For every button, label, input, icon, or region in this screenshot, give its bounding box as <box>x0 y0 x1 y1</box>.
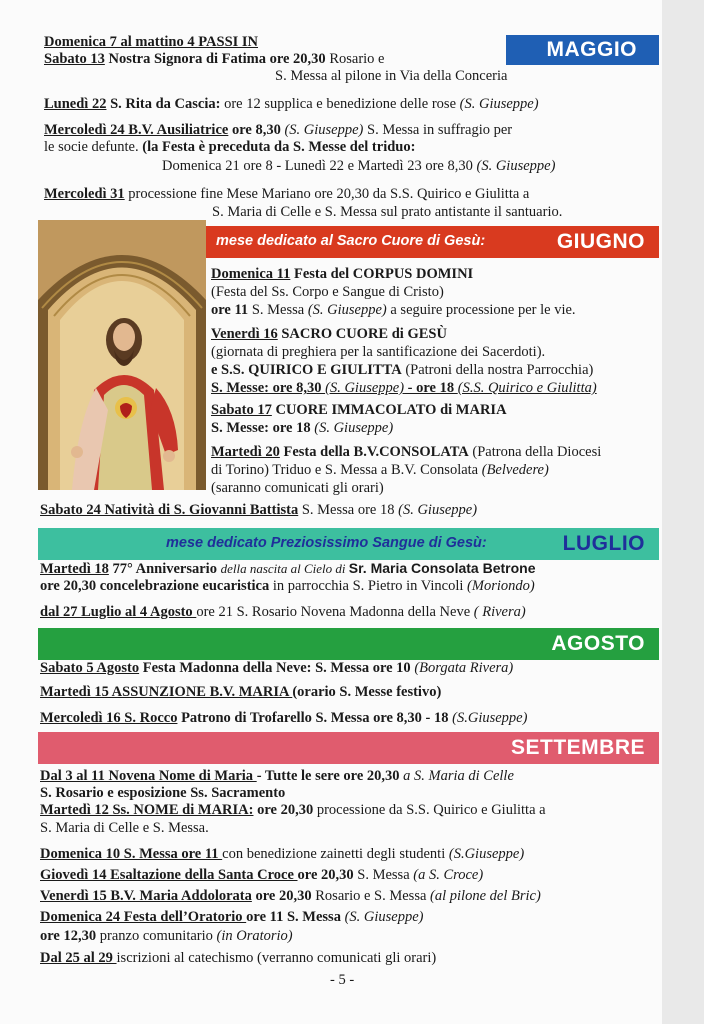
settembre-l6-c: S. Messa <box>353 867 414 883</box>
giugno-l11-b: (Belvedere) <box>481 462 549 478</box>
settembre-l7-a: Venerdì 15 B.V. Maria Addolorata <box>40 888 252 904</box>
agosto-l3-b: Patrono di Trofarello S. Messa ore 8,30 - 18 <box>177 710 453 726</box>
agosto-banner <box>38 628 659 660</box>
settembre-l7-c: Rosario e S. Messa <box>311 888 431 904</box>
giugno-l5-a: (giornata di preghiera per la santificazione dei Sacerdoti). <box>211 344 546 360</box>
maggio-l5-c: (S. Giuseppe) <box>284 122 364 138</box>
settembre-l5-a: Domenica 10 S. Messa ore 11 <box>40 846 223 862</box>
luglio-l2-c: (Moriondo) <box>467 578 535 594</box>
maggio-line-1 <box>44 34 258 51</box>
giugno-line-4 <box>211 326 447 343</box>
settembre-line-9 <box>40 928 293 945</box>
maggio-l6-b: (la Festa è preceduta da S. Messe del triduo: <box>142 139 416 155</box>
settembre-l1-c: a S. Maria di Celle <box>403 768 514 784</box>
giugno-l3-b: S. Messa <box>248 302 308 318</box>
settembre-line-3 <box>40 802 546 819</box>
page-number: - 5 - <box>330 972 355 988</box>
maggio-line-2 <box>44 51 384 68</box>
agosto-l1-a: Sabato 5 Agosto <box>40 660 140 676</box>
maggio-l2-b: Nostra Signora di Fatima ore 20,30 <box>104 51 326 67</box>
settembre-l8-a: Domenica 24 Festa dell’Oratorio <box>40 909 247 925</box>
luglio-line-2 <box>40 578 535 595</box>
giugno-l10-b: Festa della B.V.CONSOLATA <box>279 444 469 460</box>
settembre-l5-b: con benedizione zainetti degli studenti <box>222 846 449 862</box>
giugno-l6-a: e S.S. QUIRICO E GIULITTA <box>211 362 402 378</box>
maggio-l9-a: S. Maria di Celle e S. Messa sul prato antistante il santuario. <box>212 204 563 220</box>
giugno-line-3 <box>211 302 576 319</box>
maggio-l5-b: ore 8,30 <box>228 122 285 138</box>
settembre-l9-b: pranzo comunitario <box>96 928 217 944</box>
settembre-line-1 <box>40 768 514 785</box>
giugno-line-1 <box>211 266 473 283</box>
agosto-l1-b: Festa Madonna della Neve: S. Messa ore 10 <box>139 660 415 676</box>
giugno-line-9 <box>211 420 393 437</box>
luglio-l2-b: in parrocchia S. Pietro in Vincoli <box>269 578 468 594</box>
settembre-l3-b: ore 20,30 <box>253 802 314 818</box>
maggio-l8-a: Mercoledì 31 <box>44 186 125 202</box>
settembre-l1-a: Dal 3 al 11 Novena Nome di Maria <box>40 768 257 784</box>
agosto-line-1 <box>40 660 513 677</box>
luglio-l1-d: Sr. Maria Consolata Betrone <box>348 560 536 576</box>
maggio-l6-a: le socie defunte. <box>44 139 143 155</box>
giugno-l2-a: (Festa del Ss. Corpo e Sangue di Cristo) <box>211 284 444 300</box>
settembre-line-6 <box>40 867 483 884</box>
maggio-line-6 <box>44 139 415 156</box>
luglio-l2-a: ore 20,30 concelebrazione eucaristica <box>40 578 270 594</box>
giugno-line-6 <box>211 362 593 379</box>
maggio-line-5 <box>44 122 512 139</box>
page-edge <box>662 0 704 1024</box>
luglio-label: LUGLIO <box>562 532 645 555</box>
settembre-l4-a: S. Maria di Celle e S. Messa. <box>40 820 209 836</box>
settembre-line-7 <box>40 888 541 905</box>
agosto-label: AGOSTO <box>551 632 645 655</box>
maggio-line-7 <box>162 158 555 175</box>
agosto-l3-a: Mercoledì 16 S. Rocco <box>40 710 178 726</box>
maggio-label: MAGGIO <box>546 38 637 61</box>
giugno-l3-d: a seguire processione per le vie. <box>386 302 576 318</box>
maggio-l2-a: Sabato 13 <box>44 51 105 67</box>
giugno-l10-a: Martedì 20 <box>211 444 280 460</box>
giugno-line-10 <box>211 444 601 461</box>
settembre-l10-a: Dal 25 al 29 <box>40 950 117 966</box>
giugno-dedication: mese dedicato al Sacro Cuore di Gesù: <box>216 233 486 249</box>
agosto-l3-c: (S.Giuseppe) <box>452 710 528 726</box>
giugno-l7-a: S. Messe: ore 8,30 <box>211 380 326 396</box>
giugno-l7-c: - ore 18 <box>404 380 458 396</box>
agosto-l2-b: (orario S. Messe festivo) <box>292 684 442 700</box>
luglio-line-1 <box>40 560 536 578</box>
luglio-l1-c: della nascita al Cielo di <box>220 561 349 576</box>
luglio-l1-a: Martedì 18 <box>40 561 109 577</box>
giugno-line-12 <box>211 480 384 497</box>
settembre-label: SETTEMBRE <box>510 736 645 759</box>
giugno-l3-a: ore 11 <box>211 302 249 318</box>
giugno-l1-a: Domenica 11 <box>211 266 291 282</box>
maggio-l7-a: Domenica 21 ore 8 - Lunedì 22 e Martedì 23 ore 8,30 <box>162 158 477 174</box>
giugno-l11-a: di Torino) Triduo e S. Messa a B.V. Consolata <box>211 462 482 478</box>
maggio-l4-a: Lunedì 22 <box>44 96 107 112</box>
settembre-l1-b: - Tutte le sere ore 20,30 <box>256 768 404 784</box>
giugno-l9-a: S. Messe: ore 18 <box>211 420 315 436</box>
luglio-banner <box>38 528 659 560</box>
giugno-line-13 <box>40 502 477 519</box>
maggio-l8-b: processione fine Mese Mariano ore 20,30 da S.S. Quirico e Giulitta a <box>124 186 530 202</box>
settembre-l10-b: iscrizioni al catechismo (verranno comunicati gli orari) <box>116 950 437 966</box>
maggio-banner <box>506 35 659 65</box>
giugno-l8-b: CUORE IMMACOLATO di MARIA <box>271 402 507 418</box>
settembre-l7-d: (al pilone del Bric) <box>430 888 541 904</box>
giugno-l10-c: (Patrona della Diocesi <box>468 444 602 460</box>
giugno-banner <box>206 226 659 258</box>
settembre-l8-b: ore 11 S. Messa <box>246 909 345 925</box>
settembre-line-10 <box>40 950 436 967</box>
maggio-l7-b: (S. Giuseppe) <box>476 158 556 174</box>
settembre-banner <box>38 732 659 764</box>
settembre-l6-d: (a S. Croce) <box>413 867 484 883</box>
giugno-l13-a: Sabato 24 Natività di S. Giovanni Battista <box>40 502 299 518</box>
giugno-l13-c: (S. Giuseppe) <box>398 502 478 518</box>
maggio-l5-a: Mercoledì 24 B.V. Ausiliatrice <box>44 122 229 138</box>
giugno-l7-b: (S. Giuseppe) <box>325 380 405 396</box>
giugno-l12-a: (saranno comunicati gli orari) <box>211 480 384 496</box>
settembre-line-4 <box>40 820 209 837</box>
agosto-line-3 <box>40 710 527 727</box>
giugno-line-2 <box>211 284 444 301</box>
settembre-line-5 <box>40 846 524 863</box>
maggio-l4-d: (S. Giuseppe) <box>459 96 539 112</box>
maggio-l2-c: Rosario e <box>325 51 385 67</box>
giugno-l8-a: Sabato 17 <box>211 402 272 418</box>
maggio-l3-a: S. Messa al pilone in Via della Conceria <box>275 68 508 84</box>
giugno-l4-a: Venerdì 16 <box>211 326 278 342</box>
luglio-l3-a: dal 27 Luglio al 4 Agosto <box>40 604 197 620</box>
maggio-line-4 <box>44 96 539 113</box>
maggio-line-9 <box>212 204 562 221</box>
giugno-l3-c: (S. Giuseppe) <box>307 302 387 318</box>
maggio-l1-a: Domenica 7 al mattino 4 PASSI IN <box>44 34 259 50</box>
maggio-line-3 <box>275 68 507 85</box>
settembre-line-2 <box>40 785 285 802</box>
luglio-l3-c: ( Rivera) <box>473 604 526 620</box>
maggio-l4-c: ore 12 supplica e benedizione delle rose <box>220 96 460 112</box>
luglio-dedication: mese dedicato Preziosissimo Sangue di Gesù: <box>166 535 487 551</box>
giugno-l4-b: SACRO CUORE di GESÙ <box>277 326 447 342</box>
agosto-l2-a: Martedì 15 ASSUNZIONE B.V. MARIA <box>40 684 293 700</box>
giugno-line-7 <box>211 380 597 397</box>
giugno-line-5 <box>211 344 545 361</box>
settembre-line-8 <box>40 909 424 926</box>
settembre-l9-c: (in Oratorio) <box>216 928 293 944</box>
giugno-l13-b: S. Messa ore 18 <box>298 502 399 518</box>
settembre-l9-a: ore 12,30 <box>40 928 97 944</box>
settembre-l6-a: Giovedì 14 Esaltazione della Santa Croce <box>40 867 298 883</box>
giugno-line-8 <box>211 402 507 419</box>
giugno-l1-b: Festa del CORPUS DOMINI <box>290 266 474 282</box>
settembre-l7-b: ore 20,30 <box>251 888 312 904</box>
settembre-l3-a: Martedì 12 Ss. NOME di MARIA: <box>40 802 254 818</box>
settembre-l3-c: processione da S.S. Quirico e Giulitta a <box>313 802 546 818</box>
giugno-l7-d: (S.S. Quirico e Giulitta) <box>457 380 597 396</box>
maggio-l5-d: S. Messa in suffragio per <box>363 122 513 138</box>
giugno-l9-b: (S. Giuseppe) <box>314 420 394 436</box>
giugno-l6-b: (Patroni della nostra Parrocchia) <box>401 362 594 378</box>
settembre-l8-c: (S. Giuseppe) <box>344 909 424 925</box>
luglio-l3-b: ore 21 S. Rosario Novena Madonna della Neve <box>196 604 474 620</box>
agosto-line-2 <box>40 684 441 701</box>
luglio-line-3 <box>40 604 526 621</box>
sacred-heart-icon <box>38 220 206 490</box>
settembre-l6-b: ore 20,30 <box>297 867 354 883</box>
luglio-l1-b: 77° Anniversario <box>108 561 221 577</box>
settembre-l5-c: (S.Giuseppe) <box>448 846 525 862</box>
maggio-line-8 <box>44 186 529 203</box>
giugno-label: GIUGNO <box>556 230 645 253</box>
agosto-l1-c: (Borgata Rivera) <box>414 660 514 676</box>
settembre-l2-a: S. Rosario e esposizione Ss. Sacramento <box>40 785 286 801</box>
giugno-line-11 <box>211 462 549 479</box>
maggio-l4-b: S. Rita da Cascia: <box>106 96 221 112</box>
